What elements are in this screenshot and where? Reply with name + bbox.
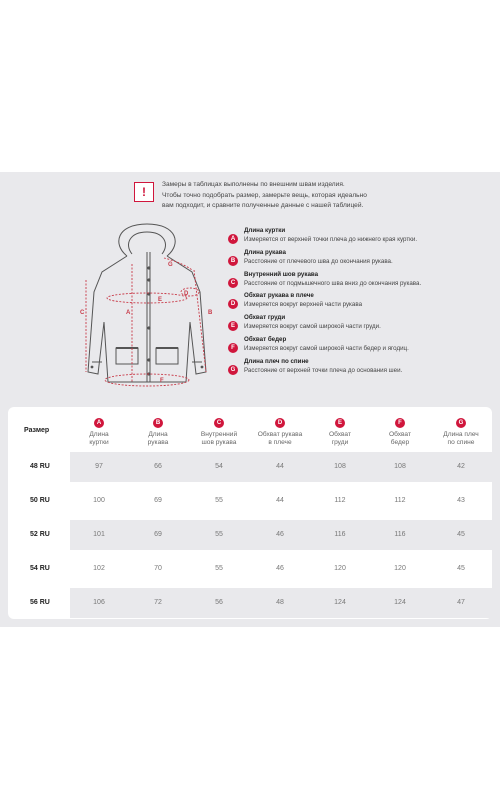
diagram-label-f: F [160, 378, 164, 384]
table-cell: 55 [215, 497, 223, 504]
table-cell: 112 [334, 497, 346, 504]
jacket-diagram [72, 222, 222, 387]
column-header-e [311, 418, 369, 447]
badge-b: B [228, 256, 238, 266]
column-header-c [190, 418, 248, 447]
diagram-label-g: G [168, 262, 173, 268]
notice-text [162, 180, 372, 212]
column-header-line: Обхват [329, 431, 351, 438]
table-cell: 44 [276, 463, 284, 470]
table-cell: 72 [154, 599, 162, 606]
column-header-line: по спине [447, 439, 475, 446]
badge-g: G [456, 418, 466, 428]
legend-title: Длина плеч по спине [244, 357, 309, 365]
badge-e: E [335, 418, 345, 428]
table-cell: 108 [394, 463, 406, 470]
column-header-line: Обхват рукава [257, 431, 303, 438]
legend-desc: Измеряется вокруг верхней части рукава [244, 301, 363, 309]
table-cell: 47 [457, 599, 465, 606]
table-cell: 102 [93, 565, 105, 572]
badge-b: B [153, 418, 163, 428]
column-header-line: Длина [148, 431, 168, 438]
legend-item-a [228, 226, 428, 244]
legend-desc: Измеряется от верхней точки плеча до нижнего края куртки. [244, 236, 418, 243]
table-cell: 66 [154, 463, 162, 470]
jacket-hood [119, 224, 175, 256]
badge-d: D [275, 418, 285, 428]
column-header-line: груди [331, 439, 349, 446]
column-header-line: Длина [89, 431, 109, 438]
legend-item-e [228, 313, 428, 331]
legend-desc: Расстояние от верхней точки плеча до основания шеи. [244, 366, 403, 374]
table-cell: 69 [154, 531, 162, 538]
table-cell: 124 [334, 599, 346, 606]
table-cell: 55 [215, 565, 223, 572]
diagram-label-b: B [208, 310, 213, 316]
measure-line-b [194, 270, 206, 372]
legend-item-d [228, 291, 428, 309]
legend-title: Обхват рукава в плече [244, 292, 314, 300]
column-header-line: куртки [89, 439, 109, 446]
column-header-line: Обхват [389, 431, 411, 438]
legend-item-g [228, 357, 428, 375]
table-cell: 120 [334, 565, 346, 572]
column-header-d [251, 418, 309, 447]
row-size-label: 52 RU [30, 531, 50, 538]
column-header-b [129, 418, 187, 447]
measurement-notice [0, 175, 500, 217]
table-cell: 44 [276, 497, 284, 504]
table-cell: 116 [334, 531, 346, 538]
row-size-label: 54 RU [30, 565, 50, 572]
table-cell: 124 [394, 599, 406, 606]
notice-line: Замеры в таблицах выполнены по внешним швам изделия. [162, 181, 345, 188]
table-cell: 101 [93, 531, 105, 538]
table-cell: 45 [457, 531, 465, 538]
legend-item-b [228, 248, 428, 266]
notice-line: Чтобы точно подобрать размер, замерьте вещь, которая идеально [162, 191, 367, 199]
badge-d: D [228, 299, 238, 309]
column-header-f [371, 418, 429, 447]
left-pocket [116, 348, 138, 364]
table-cell: 46 [276, 531, 284, 538]
table-cell: 56 [215, 599, 223, 606]
legend-title: Внутренний шов рукава [244, 270, 319, 278]
badge-c: C [228, 278, 238, 288]
column-header-line: Внутренний [200, 431, 238, 438]
table-cell: 54 [215, 463, 223, 470]
diagram-label-c: C [80, 310, 85, 316]
column-header-g [432, 418, 490, 447]
badge-a: A [94, 418, 104, 428]
row-size-label: 56 RU [30, 599, 50, 606]
table-cell: 108 [334, 463, 346, 470]
column-header-a [70, 418, 128, 447]
column-header-line: в плече [268, 439, 292, 446]
badge-g: G [228, 365, 238, 375]
column-header-line: бедер [390, 439, 410, 446]
badge-f: F [228, 343, 238, 353]
size-column-header: Размер [24, 427, 50, 434]
legend-title: Обхват груди [244, 314, 286, 322]
table-cell: 120 [394, 565, 406, 572]
table-cell: 70 [154, 565, 162, 572]
badge-c: C [214, 418, 224, 428]
column-header-line: Длина плеч [443, 431, 479, 438]
legend-item-c [228, 270, 428, 288]
table-cell: 69 [154, 497, 162, 504]
legend-desc: Измеряется вокруг самой широкой части бедер и ягодиц. [244, 344, 409, 352]
table-cell: 106 [93, 599, 105, 606]
column-header-line: шов рукава [201, 439, 237, 446]
right-pocket [156, 348, 178, 364]
diagram-label-e: E [158, 297, 163, 303]
legend-desc: Расстояние от подмышечного шва вниз до окончания рукава. [244, 279, 422, 287]
table-cell: 112 [394, 497, 406, 504]
table-cell: 100 [93, 497, 105, 504]
table-cell: 46 [276, 565, 284, 572]
row-size-label: 48 RU [30, 463, 50, 470]
row-size-label: 50 RU [30, 497, 50, 504]
legend-item-f [228, 335, 428, 353]
badge-f: F [395, 418, 405, 428]
diagram-label-d: D [184, 291, 189, 297]
table-cell: 55 [215, 531, 223, 538]
legend-desc: Измеряется вокруг самой широкой части груди. [244, 323, 381, 331]
exclamation-icon: ! [134, 182, 154, 202]
legend-title: Обхват бедер [244, 335, 287, 343]
table-cell: 43 [457, 497, 465, 504]
diagram-label-a: A [126, 310, 131, 316]
measurement-legend [228, 226, 428, 379]
badge-a: A [228, 234, 238, 244]
table-cell: 42 [457, 463, 465, 470]
table-cell: 116 [394, 531, 406, 538]
table-cell: 97 [95, 463, 103, 470]
table-cell: 45 [457, 565, 465, 572]
column-header-line: рукава [147, 439, 169, 446]
badge-e: E [228, 321, 238, 331]
table-cell: 48 [276, 599, 284, 606]
legend-desc: Расстояние от плечевого шва до окончания рукава. [244, 257, 393, 265]
legend-title: Длина куртки [244, 227, 286, 234]
size-table [8, 407, 492, 619]
notice-line: вам подходит, и сравните полученные данные с нашей таблицей. [162, 202, 364, 210]
legend-title: Длина рукава [244, 248, 286, 256]
